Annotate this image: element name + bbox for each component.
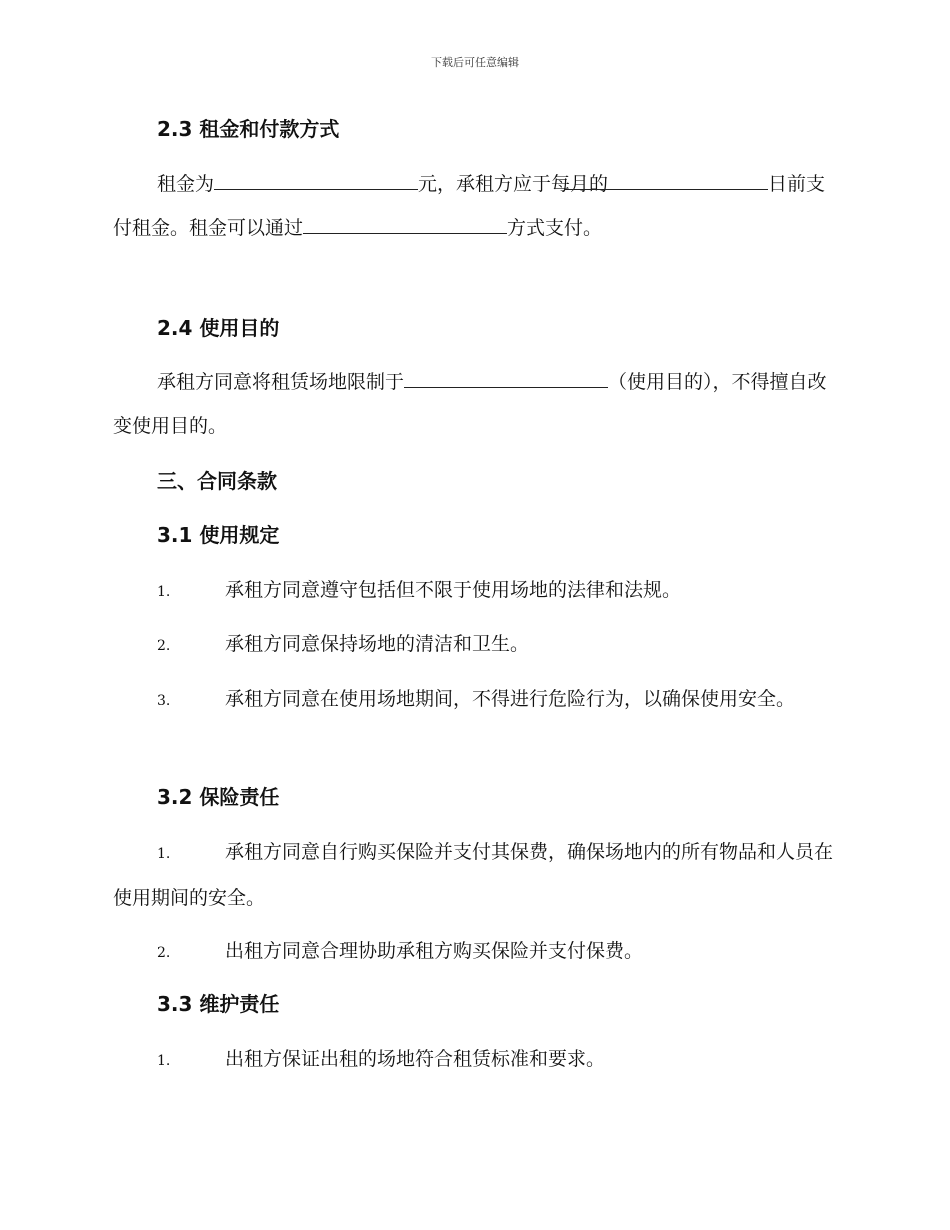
list-item-text: 出租方保证出租的场地符合租赁标准和要求。 bbox=[225, 1048, 606, 1070]
section-title-2-3: 2.3 租金和付款方式 bbox=[157, 117, 340, 141]
list-item bbox=[113, 568, 833, 614]
list-item bbox=[113, 677, 833, 723]
purpose-paragraph bbox=[113, 360, 833, 448]
list-item-text: 承租方同意遵守包括但不限于使用场地的法律和法规。 bbox=[225, 579, 682, 601]
purpose-blank[interactable] bbox=[404, 369, 608, 388]
section-title-3-3: 3.3 维护责任 bbox=[157, 992, 280, 1016]
list-number: 3. bbox=[157, 693, 171, 709]
list-number: 1. bbox=[157, 846, 171, 862]
section-title-3-1: 3.1 使用规定 bbox=[157, 523, 280, 547]
list-number: 2. bbox=[157, 638, 171, 654]
list-number: 1. bbox=[157, 1053, 171, 1069]
page-header: 下载后可任意编辑 bbox=[431, 56, 519, 69]
list-item bbox=[113, 830, 833, 920]
rent-paragraph bbox=[113, 162, 833, 250]
rent-day-blank[interactable] bbox=[564, 171, 768, 190]
payment-method-blank[interactable] bbox=[303, 215, 507, 234]
list-item-text: 承租方同意保持场地的清洁和卫生。 bbox=[225, 633, 530, 655]
rent-text-3: 日前支付租金。租金可以通过 bbox=[113, 173, 826, 239]
list-item bbox=[113, 1037, 833, 1083]
rent-text-2: 元，承租方应于每月的 bbox=[418, 173, 609, 195]
rent-text-1: 租金为 bbox=[157, 173, 215, 195]
list-item bbox=[113, 622, 833, 668]
section-title-2-4: 2.4 使用目的 bbox=[157, 316, 280, 340]
rent-amount-blank[interactable] bbox=[214, 171, 418, 190]
section-title-3-2: 3.2 保险责任 bbox=[157, 785, 280, 809]
list-number: 2. bbox=[157, 945, 171, 961]
rent-text-4: 方式支付。 bbox=[507, 217, 603, 239]
purpose-text-2: （使用目的），不得擅自改变使用目的。 bbox=[113, 371, 827, 437]
list-item-text: 承租方同意在使用场地期间，不得进行危险行为，以确保使用安全。 bbox=[225, 688, 796, 710]
list-item-text: 承租方同意自行购买保险并支付其保费，确保场地内的所有物品和人员在使用期间的安全。 bbox=[113, 841, 834, 909]
section-title-3: 三、合同条款 bbox=[157, 469, 277, 493]
list-number: 1. bbox=[157, 584, 171, 600]
list-item-text: 出租方同意合理协助承租方购买保险并支付保费。 bbox=[225, 940, 644, 962]
list-item bbox=[113, 929, 833, 975]
purpose-text-1: 承租方同意将租赁场地限制于 bbox=[157, 371, 405, 393]
